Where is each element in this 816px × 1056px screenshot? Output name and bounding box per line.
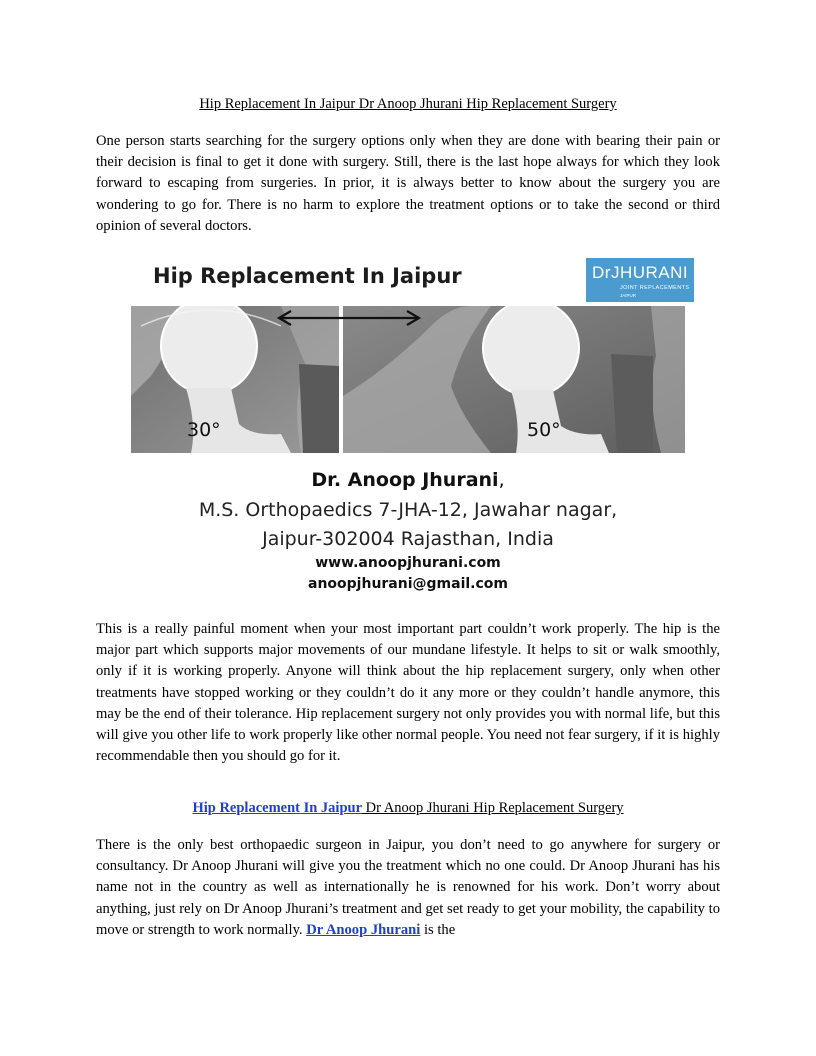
address-line-2: Jaipur-302004 Rajasthan, India <box>262 528 554 550</box>
hip-replacement-link[interactable]: Hip Replacement In Jaipur <box>192 800 363 816</box>
logo-text: DrJHURANI <box>592 263 689 282</box>
logo-subtext: JOINT REPLACEMENTS <box>620 285 690 291</box>
banner-heading: Hip Replacement In Jaipur <box>153 264 462 288</box>
clinic-logo <box>586 258 694 302</box>
angle-label-right: 50° <box>527 419 561 441</box>
body-paragraph-3 <box>96 835 720 941</box>
email-text: anoopjhurani@gmail.com <box>308 576 508 592</box>
angle-label-left: 30° <box>187 419 221 441</box>
doctor-name <box>131 469 685 491</box>
subheading-rest: Dr Anoop Jhurani Hip Replacement Surgery <box>362 800 624 816</box>
paragraph-3-text: There is the only best orthopaedic surgeon in Jaipur, you don’t need to go anywhere for surgery or consultancy. Dr Anoop Jhurani will give you the treatment which no one could. Dr Anoop Jhurani has his name not in the country as well as internationally he is renowned for his work. Don’t worry about anything, just rely on Dr Anoop Jhurani’s treatment and get set ready to get your mobility, the capability to move or strength to work normally. <box>96 837 720 938</box>
intro-paragraph: One person starts searching for the surgery options only when they are done with bearing their pain or their decision is final to get it done with surgery. Still, there is the last hope always for which they look forward to escaping from surgeries. In prior, it is always better to know about the surgery you are wondering to go for. There is no harm to explore the treatment options or to take the second or third opinion of several doctors. <box>96 133 720 234</box>
doctor-link[interactable]: Dr Anoop Jhurani <box>306 921 421 938</box>
paragraph-3-tail: is the <box>420 921 456 938</box>
femoral-head-left <box>161 306 257 394</box>
femoral-head-right <box>483 306 579 396</box>
address-line-1: M.S. Orthopaedics 7-JHA-12, Jawahar nagar, <box>198 499 618 521</box>
doctor-name-comma: , <box>498 469 505 491</box>
website-text: www.anoopjhurani.com <box>315 555 501 571</box>
doctor-name-text: Dr. Anoop Jhurani <box>311 469 499 491</box>
logo-city: JAIPUR <box>620 293 637 298</box>
section-subheading <box>0 800 816 817</box>
page-title: Hip Replacement In Jaipur Dr Anoop Jhurani Hip Replacement Surgery <box>199 96 617 112</box>
body-paragraph-2: This is a really painful moment when your most important part couldn’t work properly. The hip is the major part which supports major movements of our mundane lifestyle. It helps to sit or walk smoothly, only if it is working properly. Anyone will think about the hip replacement surgery, only when other treatments have stopped working or they couldn’t do it any more or they couldn’t handle anymore, this may be the end of their tolerance. Hip replacement surgery not only provides you with normal life, but this will give you other life to work properly like other normal people. You need not fear surgery, if it is highly recommendable then you should go for it. <box>96 621 720 765</box>
banner-figure <box>131 254 690 600</box>
